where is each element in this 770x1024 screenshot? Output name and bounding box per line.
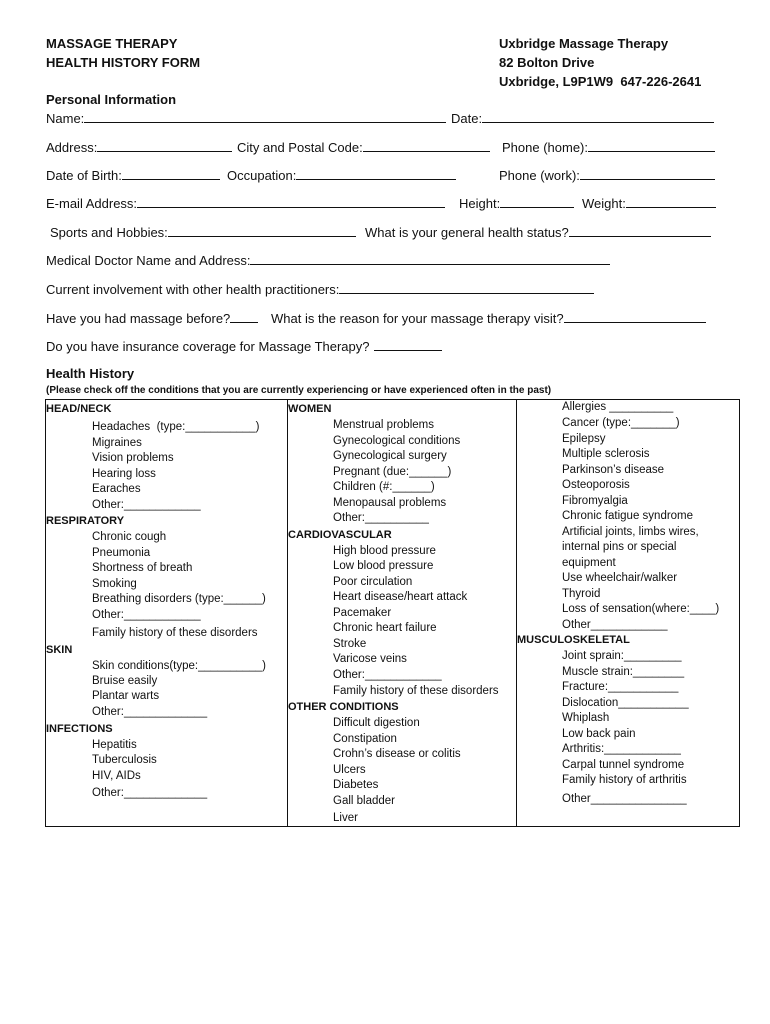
condition-item[interactable]: Children (#:______): [333, 481, 435, 493]
occupation-label: Occupation:: [227, 168, 297, 183]
personal-info-heading: Personal Information: [46, 92, 177, 107]
condition-item[interactable]: Joint sprain:_________: [562, 650, 682, 662]
condition-item[interactable]: Tuberculosis: [92, 754, 157, 766]
condition-item[interactable]: Earaches: [92, 483, 141, 495]
health-status-label: What is your general health status?: [365, 225, 569, 240]
reason-field[interactable]: [271, 310, 706, 326]
condition-item[interactable]: Other____________: [562, 619, 668, 631]
insurance-field[interactable]: [46, 338, 442, 354]
condition-item[interactable]: Shortness of breath: [92, 562, 193, 574]
city-label: City and Postal Code:: [237, 140, 363, 155]
condition-item[interactable]: Vision problems: [92, 452, 174, 464]
involvement-line[interactable]: [339, 281, 594, 294]
condition-item[interactable]: Pacemaker: [333, 607, 392, 619]
date-field[interactable]: [451, 110, 714, 126]
condition-item[interactable]: Allergies __________: [562, 401, 674, 413]
condition-item[interactable]: Other_______________: [562, 793, 687, 805]
condition-item[interactable]: Stroke: [333, 638, 367, 650]
condition-item[interactable]: equipment: [562, 557, 616, 569]
dob-line[interactable]: [122, 167, 220, 180]
category-heading-head-neck: HEAD/NECK: [46, 403, 112, 415]
insurance-line[interactable]: [374, 338, 442, 351]
massage-before-line[interactable]: [230, 310, 258, 323]
phone-home-line[interactable]: [588, 139, 715, 152]
column-divider: [287, 400, 288, 826]
condition-item[interactable]: Varicose veins: [333, 653, 407, 665]
condition-item[interactable]: Osteoporosis: [562, 479, 630, 491]
condition-item[interactable]: Family history of these disorders: [333, 685, 499, 697]
name-line[interactable]: [84, 110, 446, 123]
column-divider: [516, 400, 517, 826]
condition-item[interactable]: Difficult digestion: [333, 717, 420, 729]
doctor-label: Medical Doctor Name and Address:: [46, 253, 251, 268]
email-field[interactable]: [46, 195, 445, 211]
weight-line[interactable]: [626, 195, 716, 208]
phone-work-label: Phone (work):: [499, 168, 580, 183]
condition-item[interactable]: Muscle strain:________: [562, 666, 685, 678]
clinic-city-phone: Uxbridge, L9P1W9 647-226-2641: [499, 74, 702, 89]
condition-item[interactable]: Migraines: [92, 437, 142, 449]
condition-item[interactable]: Thyroid: [562, 588, 601, 600]
condition-item[interactable]: Chronic fatigue syndrome: [562, 510, 694, 522]
condition-item[interactable]: Poor circulation: [333, 576, 413, 588]
condition-item[interactable]: Epilepsy: [562, 433, 606, 445]
reason-line[interactable]: [564, 310, 706, 323]
clinic-street: 82 Bolton Drive: [499, 55, 595, 70]
height-label: Height:: [459, 196, 501, 211]
condition-item[interactable]: Multiple sclerosis: [562, 448, 650, 460]
health-status-field[interactable]: [365, 224, 711, 240]
phone-home-field[interactable]: [502, 139, 715, 155]
condition-item[interactable]: Headaches (type:___________): [92, 421, 260, 433]
condition-item[interactable]: Diabetes: [333, 779, 379, 791]
condition-item[interactable]: Other:____________: [333, 669, 442, 681]
condition-item[interactable]: Dislocation___________: [562, 697, 689, 709]
condition-item[interactable]: Liver: [333, 812, 358, 824]
city-line[interactable]: [363, 139, 490, 152]
condition-item[interactable]: Gynecological conditions: [333, 435, 461, 447]
condition-item[interactable]: Skin conditions(type:__________): [92, 660, 266, 672]
health-history-table: [45, 399, 740, 827]
height-field[interactable]: [459, 195, 574, 211]
condition-item[interactable]: Chronic cough: [92, 531, 167, 543]
condition-item[interactable]: Pregnant (due:______): [333, 466, 452, 478]
address-line[interactable]: [97, 139, 232, 152]
city-field[interactable]: [237, 139, 490, 155]
health-history-heading: Health History: [46, 366, 135, 381]
condition-item[interactable]: Hepatitis: [92, 739, 137, 751]
condition-item[interactable]: Other:_____________: [92, 706, 208, 718]
condition-item[interactable]: Plantar warts: [92, 690, 160, 702]
massage-before-field[interactable]: [46, 310, 258, 326]
condition-item[interactable]: Other:____________: [92, 499, 201, 511]
category-heading-cardiovascular: CARDIOVASCULAR: [288, 529, 392, 541]
condition-item[interactable]: Other:__________: [333, 512, 429, 524]
reason-label: What is the reason for your massage therapy visit?: [271, 311, 564, 326]
health-status-line[interactable]: [569, 224, 711, 237]
involvement-label: Current involvement with other health practitioners:: [46, 282, 340, 297]
email-label: E-mail Address:: [46, 196, 138, 211]
condition-item[interactable]: Heart disease/heart attack: [333, 591, 468, 603]
condition-item[interactable]: Crohn’s disease or colitis: [333, 748, 461, 760]
condition-item[interactable]: High blood pressure: [333, 545, 436, 557]
phone-work-field[interactable]: [499, 167, 715, 183]
involvement-field[interactable]: [46, 281, 594, 297]
weight-field[interactable]: [582, 195, 716, 211]
category-heading-skin: SKIN: [46, 644, 73, 656]
condition-item[interactable]: Fibromyalgia: [562, 495, 628, 507]
condition-item[interactable]: Constipation: [333, 733, 397, 745]
condition-item[interactable]: Other:_____________: [92, 787, 208, 799]
condition-item[interactable]: Use wheelchair/walker: [562, 572, 678, 584]
date-label: Date:: [451, 111, 483, 126]
health-history-instructions: (Please check off the conditions that you are currently experiencing or have experienced often in the past): [46, 385, 552, 396]
phone-home-label: Phone (home):: [502, 140, 588, 155]
condition-item[interactable]: internal pins or special: [562, 541, 677, 553]
form-title-line1: MASSAGE THERAPY: [46, 36, 178, 51]
doctor-line[interactable]: [250, 252, 610, 265]
condition-item[interactable]: Fracture:___________: [562, 681, 679, 693]
condition-item[interactable]: HIV, AIDs: [92, 770, 141, 782]
condition-item[interactable]: Low back pain: [562, 728, 636, 740]
address-label: Address:: [46, 140, 98, 155]
form-title-line2: HEALTH HISTORY FORM: [46, 55, 201, 70]
sports-line[interactable]: [168, 224, 356, 237]
condition-item[interactable]: Pneumonia: [92, 547, 151, 559]
condition-item[interactable]: Menopausal problems: [333, 497, 447, 509]
condition-item[interactable]: Menstrual problems: [333, 419, 434, 431]
condition-item[interactable]: Chronic heart failure: [333, 622, 437, 634]
dob-label: Date of Birth:: [46, 168, 122, 183]
occupation-line[interactable]: [296, 167, 456, 180]
category-heading-other-conditions: OTHER CONDITIONS: [288, 701, 399, 713]
condition-item[interactable]: Arthritis:____________: [562, 743, 681, 755]
condition-item[interactable]: Bruise easily: [92, 675, 158, 687]
condition-item[interactable]: Family history of these disorders: [92, 627, 258, 639]
phone-work-line[interactable]: [580, 167, 715, 180]
condition-item[interactable]: Ulcers: [333, 764, 366, 776]
condition-item[interactable]: Gynecological surgery: [333, 450, 447, 462]
condition-item[interactable]: Family history of arthritis: [562, 774, 687, 786]
condition-item[interactable]: Gall bladder: [333, 795, 396, 807]
insurance-label: Do you have insurance coverage for Massage Therapy?: [46, 339, 370, 354]
condition-item[interactable]: Whiplash: [562, 712, 610, 724]
condition-item[interactable]: Loss of sensation(where:____): [562, 603, 720, 615]
condition-item[interactable]: Carpal tunnel syndrome: [562, 759, 685, 771]
condition-item[interactable]: Low blood pressure: [333, 560, 434, 572]
weight-label: Weight:: [582, 196, 626, 211]
category-heading-women: WOMEN: [288, 403, 332, 415]
category-heading-infections: INFECTIONS: [46, 723, 113, 735]
name-label: Name:: [46, 111, 85, 126]
category-heading-respiratory: RESPIRATORY: [46, 515, 125, 527]
sports-field[interactable]: [50, 224, 356, 240]
clinic-name: Uxbridge Massage Therapy: [499, 36, 669, 51]
condition-item[interactable]: Other:____________: [92, 609, 201, 621]
massage-before-label: Have you had massage before?: [46, 311, 231, 326]
sports-label: Sports and Hobbies:: [50, 225, 168, 240]
condition-item[interactable]: Breathing disorders (type:______): [92, 593, 266, 605]
occupation-field[interactable]: [227, 167, 456, 183]
date-line[interactable]: [482, 110, 714, 123]
height-line[interactable]: [500, 195, 574, 208]
condition-item[interactable]: Cancer (type:_______): [562, 417, 680, 429]
condition-item[interactable]: Artificial joints, limbs wires,: [562, 526, 699, 538]
condition-item[interactable]: Hearing loss: [92, 468, 156, 480]
condition-item[interactable]: Parkinson’s disease: [562, 464, 665, 476]
name-field[interactable]: [46, 110, 446, 126]
condition-item[interactable]: Smoking: [92, 578, 137, 590]
email-line[interactable]: [137, 195, 445, 208]
category-heading-musculoskeletal: MUSCULOSKELETAL: [517, 634, 630, 646]
doctor-field[interactable]: [46, 252, 610, 268]
address-field[interactable]: [46, 139, 232, 155]
dob-field[interactable]: [46, 167, 220, 183]
